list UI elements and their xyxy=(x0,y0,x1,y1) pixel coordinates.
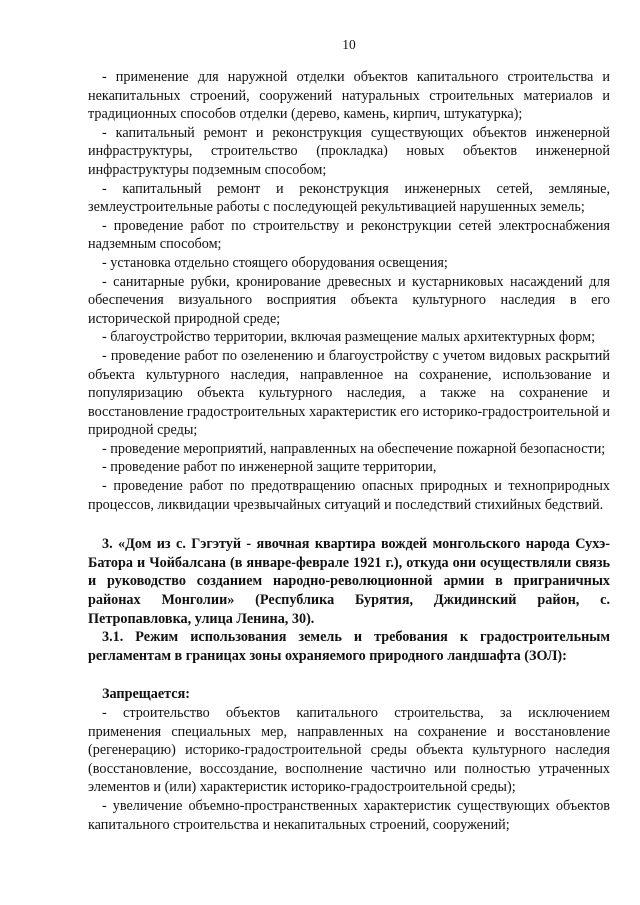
permitted-list xyxy=(88,68,610,514)
list-item: - санитарные рубки, кронирование древесных и кустарниковых насаждений для обеспечения визуального восприятия объекта культурного наследия в его исторической природной среде; xyxy=(88,273,610,327)
list-item: - проведение работ по инженерной защите территории, xyxy=(102,459,437,476)
list-item: - проведение работ по предотвращению опасных природных и техноприродных процессов, ликвидации чрезвычайных ситуаций и последствий стихийных бедствий. xyxy=(88,478,610,513)
forbidden-list xyxy=(88,704,610,834)
section-3-1-heading: 3.1. Режим использования земель и требования к градостроительным регламентам в границах зоны охраняемого природного ландшафта (ЗОЛ): xyxy=(88,629,610,664)
list-item: - увеличение объемно-пространственных характеристик существующих объектов капитального строительства и некапитальных строений, сооружений; xyxy=(88,797,610,833)
list-item: - проведение работ по озеленению и благоустройству с учетом видовых раскрытий объекта культурного наследия, направленное на сохранение, использование и популяризацию объекта культурного наследия, а также на сохранение и восстановление градостроительных характеристик его историко-градостроительной и природной среды; xyxy=(88,347,610,439)
list-item: - строительство объектов капитального строительства, за исключением применения специальных мер, направленных на сохранение и восстановление (регенерацию) историко-градостроительной среды объекта культурного наследия (восстановление, воссоздание, восполнение частично или полностью утраченных элементов и (или) характеристик историко-градостроительной среды); xyxy=(88,705,610,796)
list-item: - проведение мероприятий, направленных на обеспечение пожарной безопасности; xyxy=(102,440,606,457)
list-item: - капитальный ремонт и реконструкция существующих объектов инженерной инфраструктуры, строительство (прокладка) новых объектов инженерной инфраструктуры подземным способом; xyxy=(88,124,610,178)
forbidden-label: Запрещается: xyxy=(102,686,190,703)
list-item: - благоустройство территории, включая размещение малых архитектурных форм; xyxy=(102,329,596,346)
list-item: - капитальный ремонт и реконструкция инженерных сетей, земляные, землеустроительные работы с последующей рекультивацией нарушенных земель; xyxy=(88,180,610,216)
list-item: - применение для наружной отделки объектов капитального строительства и некапитальных строений, сооружений натуральных строительных материалов и традиционных способов отделки (дерево, камень, кирпич, штукатурка); xyxy=(88,69,610,123)
section-3-heading: 3. «Дом из с. Гэгэтуй - явочная квартира вождей монгольского народа Сухэ-Батора и Чойбалсана (в январе-феврале 1921 г.), откуда они осуществляли связь и руководство созданием народно-революционной армии в приграничных районах Монголии» (Республика Бурятия, Джидинский район, с. Петропавловка, улица Ленина, 30). xyxy=(88,536,610,627)
page-number: 10 xyxy=(342,37,356,52)
list-item: - проведение работ по строительству и реконструкции сетей электроснабжения надземным способом; xyxy=(88,217,610,253)
list-item: - установка отдельно стоящего оборудования освещения; xyxy=(102,254,448,271)
